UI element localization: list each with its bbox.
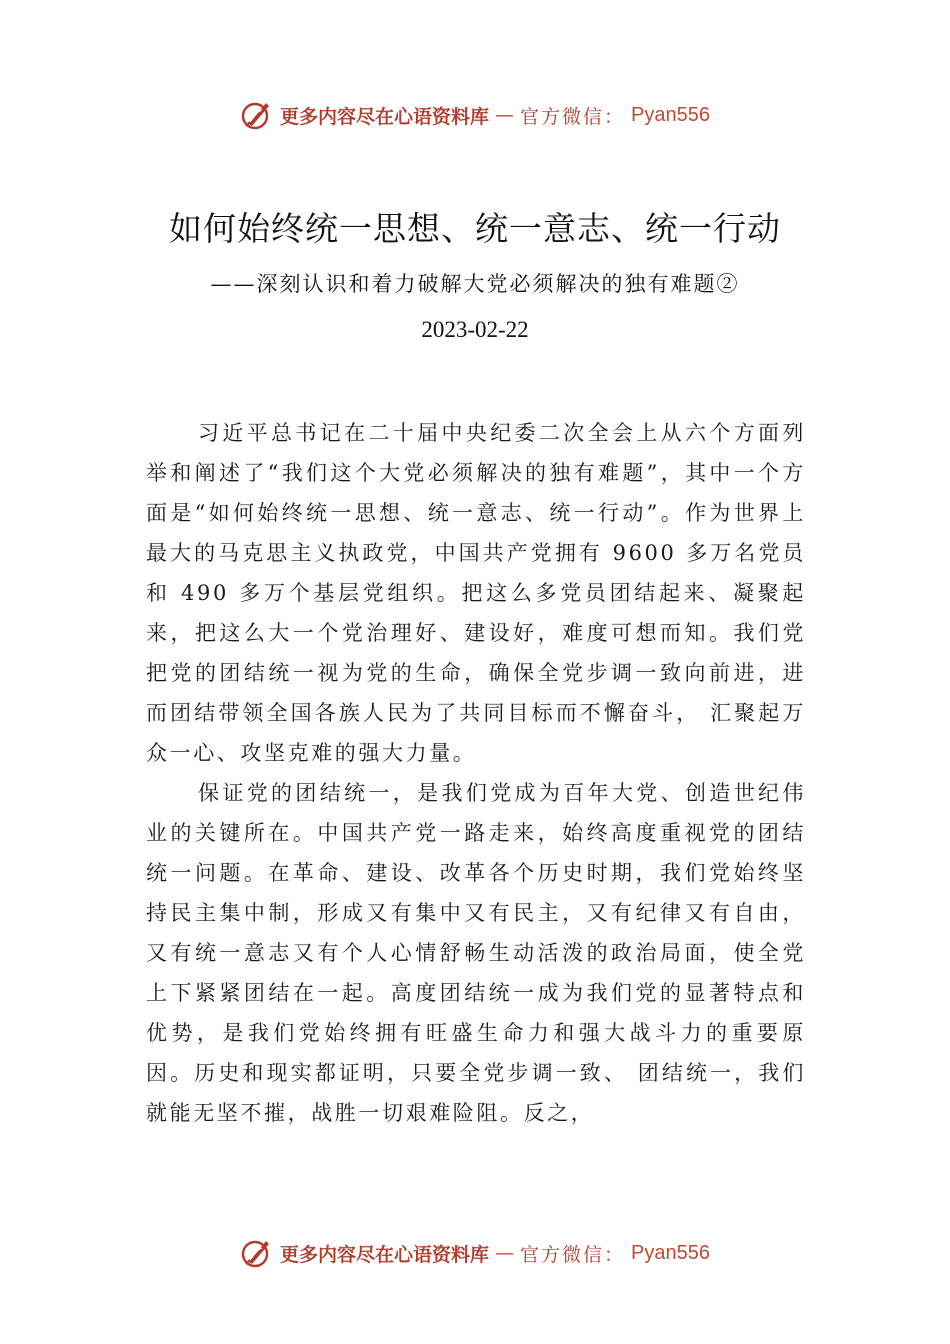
- watermark-separator: —: [495, 1242, 515, 1264]
- quill-pen-logo-icon: [240, 1236, 274, 1270]
- bottom-watermark-banner: [0, 1233, 950, 1273]
- watermark-site-text: 更多内容尽在心语资料库: [280, 105, 490, 128]
- body-paragraph: 保证党的团结统一，是我们党成为百年大党、创造世纪伟业的关键所在。中国共产党一路走来，始终高度重视党的团结统一问题。在革命、建设、改革各个历史时期，我们党始终坚持民主集中制，形成又有集中又有民主，又有纪律又有自由，又有统一意志又有个人心情舒畅生动活泼的政治局面，使全党上下紧紧团结在一起。高度团结统一成为我们党的显著特点和优势，是我们党始终拥有旺盛生命力和强大战斗力的重要原因。历史和现实都证明，只要全党步调一致、 团结统一，我们就能无坚不摧，战胜一切艰难险阻。反之，: [146, 781, 806, 1125]
- watermark-site-text: 更多内容尽在心语资料库: [280, 1243, 490, 1266]
- document-date: 2023-02-22: [421, 317, 529, 342]
- body-paragraph: 习近平总书记在二十届中央纪委二次全会上从六个方面列举和阐述了“我们这个大党必须解决的独有难题”，其中一个方面是“如何始终统一思想、统一意志、统一行动”。作为世界上最大的马克思主义执政党，中国共产党拥有 9600 多万名党员和 490 多万个基层党组织。把这么多党员团结起来、凝聚起来，把这么大一个党治理好、建设好，难度可想而知。我们党把党的团结统一视为党的生命，确保全党步调一致向前进，进而团结带领全国各族人民为了共同目标而不懈奋斗， 汇聚起万众一心、攻坚克难的强大力量。: [146, 421, 806, 765]
- document-body: [146, 413, 806, 1133]
- watermark-wechat-label: 官方微信：: [520, 1243, 626, 1266]
- document-subtitle: ——深刻认识和着力破解大党必须解决的独有难题②: [210, 272, 740, 296]
- watermark-wechat-id: Pyan556: [631, 103, 710, 126]
- watermark-separator: —: [495, 104, 515, 126]
- document-title: 如何始终统一思想、统一意志、统一行动: [169, 209, 781, 248]
- watermark-wechat-id: Pyan556: [631, 1241, 710, 1264]
- quill-pen-logo-icon: [240, 98, 274, 132]
- top-watermark-banner: [0, 95, 950, 135]
- watermark-wechat-label: 官方微信：: [520, 105, 626, 128]
